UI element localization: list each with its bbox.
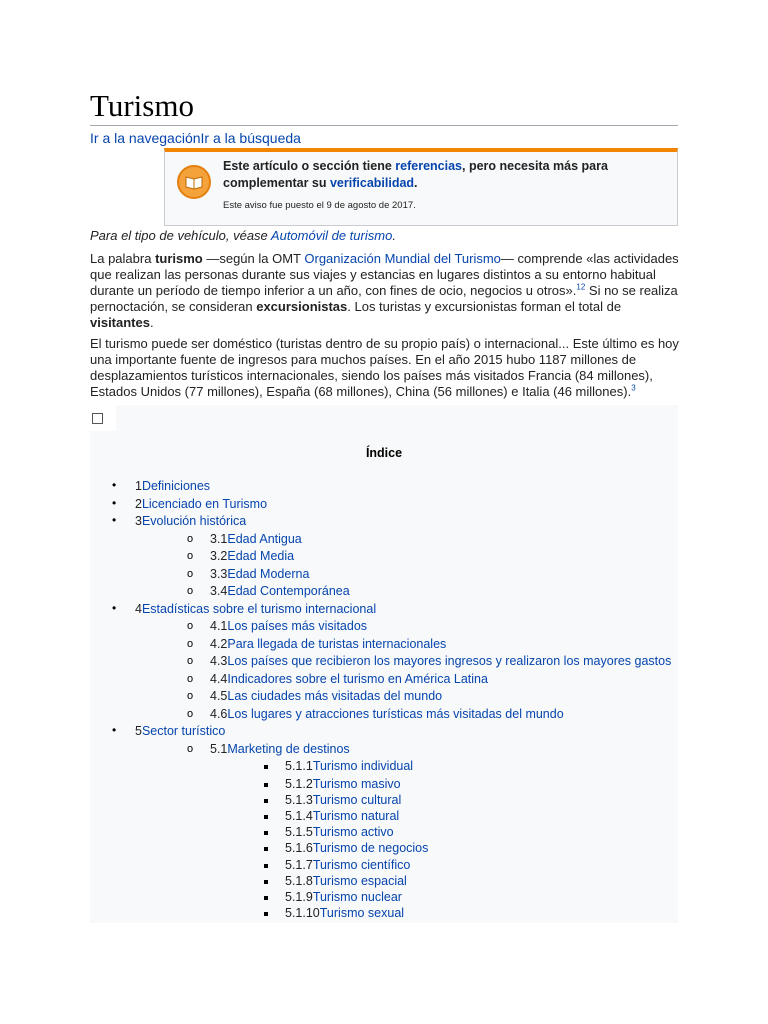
toc-item-link[interactable]: Turismo natural <box>312 808 400 823</box>
toc-item <box>135 514 246 528</box>
toc-item-link[interactable]: Turismo activo <box>312 825 394 840</box>
bold-term: excursionistas <box>256 299 348 314</box>
jump-links <box>90 130 301 146</box>
toc-item-link[interactable]: Definiciones <box>141 479 211 493</box>
toc-item <box>285 874 407 888</box>
toc-item-number: 5.1.6 <box>285 841 313 856</box>
toc-item <box>210 549 294 563</box>
toc-item <box>210 672 488 686</box>
toc-bullet: • <box>112 600 117 615</box>
toc-item-number: 2 <box>135 496 142 511</box>
toc-bullet <box>264 799 268 803</box>
toc-bullet <box>264 896 268 900</box>
hatnote <box>90 228 396 243</box>
reference-link[interactable]: 12 <box>576 282 586 292</box>
title-divider <box>90 125 678 126</box>
toc-item-number: 4.4 <box>210 671 228 686</box>
toc-bullet: o <box>187 550 194 562</box>
toc-item-link[interactable]: Edad Moderna <box>227 566 310 581</box>
toc-bullet <box>264 815 268 819</box>
toc-bullet: o <box>187 567 194 580</box>
toc-item-link[interactable]: Turismo sexual <box>319 906 405 921</box>
toc-item <box>285 759 413 773</box>
book-icon <box>177 165 211 199</box>
toc-item-link[interactable]: Edad Antigua <box>227 531 302 546</box>
toc-item-link[interactable]: Los países más visitados <box>227 619 368 633</box>
toc-bullet <box>264 765 268 769</box>
toc-item <box>210 689 442 703</box>
toc-item-number: 5.1.1 <box>285 759 313 773</box>
table-of-contents <box>90 405 678 923</box>
toc-item-link[interactable]: Turismo espacial <box>312 873 407 888</box>
toc-item-link[interactable]: Sector turístico <box>141 724 226 738</box>
para-text: . <box>149 315 154 330</box>
toc-bullet <box>264 831 268 835</box>
toc-bullet: o <box>187 672 194 685</box>
toc-item <box>210 742 350 756</box>
toc-item <box>210 654 671 668</box>
toc-item-link[interactable]: Turismo individual <box>312 759 414 773</box>
toc-item-link[interactable]: Estadísticas sobre el turismo internacional <box>141 601 377 616</box>
para-text: La palabra <box>90 251 156 266</box>
toc-bullet: o <box>187 707 194 720</box>
toc-item <box>210 707 564 721</box>
toc-item-link[interactable]: Turismo masivo <box>312 776 401 791</box>
hatnote-text: . <box>392 228 396 243</box>
toc-item-number: 4.6 <box>210 706 228 721</box>
notice-message <box>223 158 663 192</box>
toc-bullet: • <box>112 723 117 737</box>
para-text: . Los turistas y excursionistas forman el total de <box>347 299 622 314</box>
toc-item-number: 3.1 <box>210 531 228 546</box>
reference-link[interactable]: 3 <box>631 383 636 393</box>
toc-item <box>210 584 350 598</box>
toc-item-link[interactable]: Marketing de destinos <box>227 741 350 756</box>
para-text: —según la OMT <box>202 251 305 266</box>
para-text: — comprende «las actividades que realizan las personas durante sus viajes y estancias en lugares distintos a su entorno habitual durante un período de tiempo inferior a un año, con fines de ocio, negocios u otros». <box>90 251 679 298</box>
jump-to-search-link[interactable]: Ir a la búsqueda <box>200 130 301 146</box>
toc-bullet: o <box>187 742 194 755</box>
toc-bullet: o <box>187 655 194 667</box>
toc-item-number: 1 <box>135 479 142 493</box>
toc-item-number: 5.1.4 <box>285 808 313 823</box>
toc-bullet <box>264 783 268 787</box>
toc-item-link[interactable]: Turismo cultural <box>312 792 402 807</box>
page-title: Turismo <box>90 88 194 123</box>
toc-item <box>210 619 367 633</box>
toc-item-link[interactable]: Para llegada de turistas internacionales <box>227 636 447 651</box>
toc-item <box>135 479 210 493</box>
toc-item-link[interactable]: Los lugares y atracciones turísticas más visitadas del mundo <box>227 706 564 721</box>
toc-item-link[interactable]: Las ciudades más visitadas del mundo <box>227 689 443 703</box>
toc-item-number: 4.3 <box>210 654 228 668</box>
toc-bullet <box>264 864 268 868</box>
toc-item-link[interactable]: Los países que recibieron los mayores ingresos y realizaron los mayores gastos <box>227 654 672 668</box>
toc-item-number: 4.1 <box>210 619 228 633</box>
toc-item <box>285 809 399 823</box>
toc-item-link[interactable]: Edad Media <box>227 549 295 563</box>
toc-item <box>135 602 376 616</box>
toc-item-link[interactable]: Edad Contemporánea <box>227 584 350 598</box>
toc-bullet: o <box>187 690 194 702</box>
toc-bullet <box>264 880 268 884</box>
toc-item-number: 4.5 <box>210 689 228 703</box>
toc-bullet <box>264 847 268 851</box>
referencias-link[interactable]: referencias <box>395 159 462 173</box>
toc-item-number: 5.1.7 <box>285 857 313 872</box>
toc-item <box>135 497 267 511</box>
toc-bullet: o <box>187 585 194 597</box>
toc-item-number: 3.3 <box>210 566 228 581</box>
toc-bullet: o <box>187 532 194 545</box>
toc-item-link[interactable]: Turismo de negocios <box>312 841 429 856</box>
toc-item <box>210 532 302 546</box>
toc-bullet <box>264 912 268 916</box>
notice-text: . <box>414 176 418 190</box>
toc-item-link[interactable]: Turismo nuclear <box>312 889 402 904</box>
notice-text: , pero necesita más para complementar su <box>223 159 608 190</box>
toc-item-number: 3 <box>135 514 142 528</box>
references-notice-box <box>164 148 678 226</box>
hatnote-text: Para el tipo de vehículo, véase <box>90 228 271 243</box>
second-paragraph <box>90 336 680 400</box>
toc-item-link[interactable]: Evolución histórica <box>141 514 247 528</box>
toc-item <box>285 906 404 920</box>
toc-bullet: • <box>112 513 117 527</box>
automovil-de-turismo-link[interactable]: Automóvil de turismo <box>270 228 393 243</box>
notice-text: Este artículo o sección tiene <box>223 159 396 173</box>
toc-item-number: 5 <box>135 724 142 738</box>
toc-item <box>285 793 401 807</box>
toc-bullet: • <box>112 495 117 510</box>
toc-item-number: 5.1.9 <box>285 889 313 904</box>
notice-date: Este aviso fue puesto el 9 de agosto de 2017. <box>223 200 416 211</box>
toc-bullet: o <box>187 637 194 650</box>
toc-item-number: 4.2 <box>210 636 228 651</box>
para-text: El turismo puede ser doméstico (turistas dentro de su propio país) o internacional... Este último es hoy una importante fuente de ingresos para muchos países. En el año 2015 hubo 1187 millones de desplazamientos turísticos internacionales, siendo los países más visitados Francia (84 millones), Estados Unidos (77 millones), España (68 millones), China (56 millones) e Italia (46 millones). <box>90 336 679 399</box>
toc-toggle-checkbox[interactable] <box>90 405 116 431</box>
toc-item <box>210 637 446 651</box>
toc-item <box>285 858 410 872</box>
toc-item-number: 5.1.5 <box>285 825 313 840</box>
toc-bullet: o <box>187 620 194 632</box>
toc-item <box>285 825 394 839</box>
omt-link[interactable]: Organización Mundial del Turismo <box>304 251 501 266</box>
toc-item <box>285 841 428 855</box>
toc-item-number: 3.2 <box>210 549 228 563</box>
toc-item <box>285 777 401 791</box>
toc-item-number: 4 <box>135 601 142 616</box>
toc-item-link[interactable]: Indicadores sobre el turismo en América Latina <box>227 671 488 686</box>
toc-item-number: 5.1.2 <box>285 776 313 791</box>
toc-bullet: • <box>112 478 117 492</box>
verificabilidad-link[interactable]: verificabilidad <box>329 176 415 190</box>
bold-term: visitantes <box>90 315 150 330</box>
toc-item <box>135 724 225 738</box>
toc-item-number: 5.1.10 <box>285 906 320 921</box>
toc-item-number: 3.4 <box>210 584 228 598</box>
toc-item-number: 5.1.8 <box>285 873 313 888</box>
intro-paragraph <box>90 251 680 331</box>
toc-item-number: 5.1 <box>210 741 228 756</box>
toc-item-link[interactable]: Licenciado en Turismo <box>141 496 268 511</box>
toc-title: Índice <box>365 446 403 460</box>
toc-item <box>210 567 309 581</box>
para-text: Si no se realiza pernoctación, se consideran <box>90 283 678 314</box>
jump-to-navigation-link[interactable]: Ir a la navegación <box>90 130 201 146</box>
toc-item <box>285 890 402 904</box>
toc-item-link[interactable]: Turismo científico <box>312 857 411 872</box>
toc-item-number: 5.1.3 <box>285 792 313 807</box>
bold-term: turismo <box>155 251 203 266</box>
